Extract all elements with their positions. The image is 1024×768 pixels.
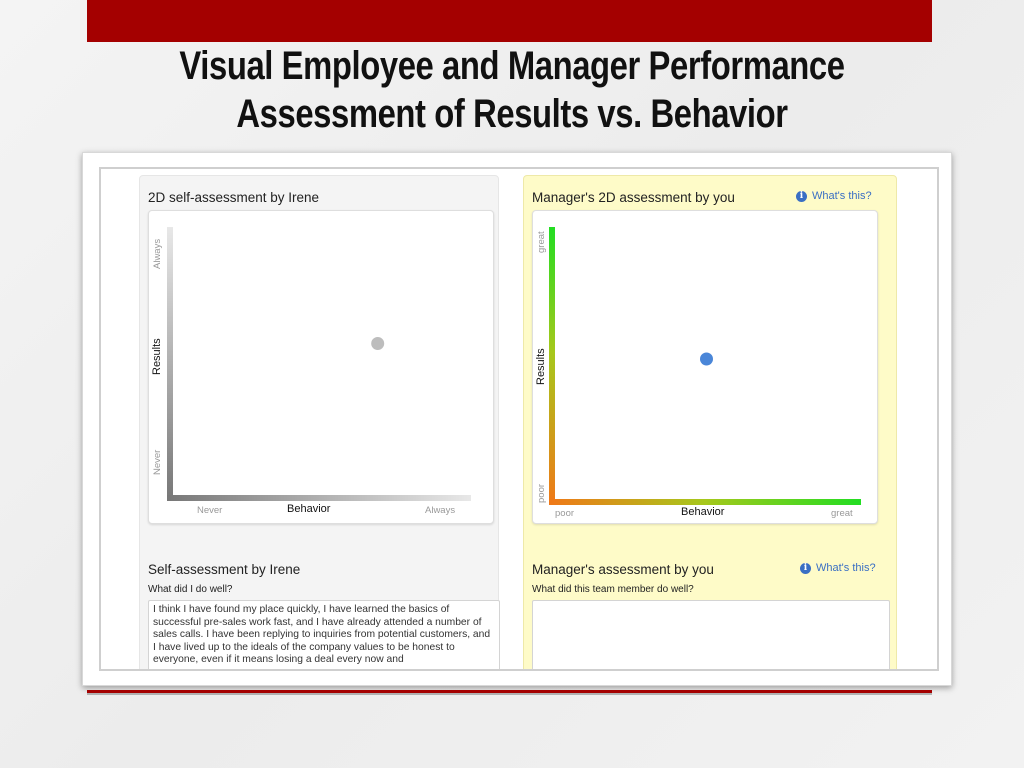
manager-y-top-label: great xyxy=(536,231,547,253)
manager-y-bottom-label: poor xyxy=(536,483,547,503)
app-screenshot-frame xyxy=(82,152,952,686)
manager-chart-heading: Manager's 2D assessment by you xyxy=(532,190,735,205)
manager-x-left-label: poor xyxy=(555,508,575,519)
manager-assessment-point[interactable] xyxy=(700,353,713,366)
self-x-right-label: Always xyxy=(425,505,456,516)
manager-x-axis-label: Behavior xyxy=(681,506,725,518)
self-y-axis-label: Results xyxy=(151,338,163,375)
self-chart-plot xyxy=(149,211,493,523)
self-question: What did I do well? xyxy=(148,584,233,595)
self-text-heading: Self-assessment by Irene xyxy=(148,562,301,577)
manager-chart-help-text: What's this? xyxy=(812,190,872,202)
app-screenshot xyxy=(99,167,939,671)
self-x-left-label: Never xyxy=(197,505,223,516)
slide-title-line2: Assessment of Results vs. Behavior xyxy=(236,92,788,136)
self-y-axis xyxy=(167,227,173,501)
self-y-top-label: Always xyxy=(152,238,163,269)
manager-text-help-text: What's this? xyxy=(816,562,876,574)
info-icon: i xyxy=(796,191,807,202)
manager-chart-help-link[interactable] xyxy=(796,190,872,202)
self-assessment-panel xyxy=(139,175,499,671)
self-assessment-point[interactable] xyxy=(371,337,384,350)
self-answer-text: I think I have found my place quickly, I have learned the basics of successful pre-sales work fast, and I have already attended a number of sales calls. I have been replying to inquiries from potential customers, and I have lived up to the ideals of the company values to be honest to everyone, even if it means losing a deal every now and xyxy=(148,600,500,671)
manager-y-axis xyxy=(549,227,555,505)
slide-title xyxy=(141,42,882,138)
self-x-axis-label: Behavior xyxy=(287,503,331,515)
manager-x-axis xyxy=(549,499,861,505)
manager-y-axis-label: Results xyxy=(535,348,547,385)
self-chart-heading: 2D self-assessment by Irene xyxy=(148,190,320,205)
manager-answer-input[interactable] xyxy=(532,600,890,671)
bottom-shadow-line xyxy=(87,693,932,695)
manager-text-help-link[interactable] xyxy=(800,562,876,574)
manager-x-right-label: great xyxy=(831,508,853,519)
manager-2d-chart[interactable] xyxy=(532,210,878,524)
self-x-axis xyxy=(167,495,471,501)
self-2d-chart xyxy=(148,210,494,524)
manager-assessment-panel xyxy=(523,175,897,671)
manager-chart-plot[interactable] xyxy=(533,211,877,523)
self-y-bottom-label: Never xyxy=(152,449,163,475)
info-icon: i xyxy=(800,563,811,574)
manager-text-heading: Manager's assessment by you xyxy=(532,562,714,577)
slide-title-line1: Visual Employee and Manager Performance xyxy=(179,44,845,88)
top-accent-bar xyxy=(87,0,932,42)
manager-question: What did this team member do well? xyxy=(532,584,694,595)
